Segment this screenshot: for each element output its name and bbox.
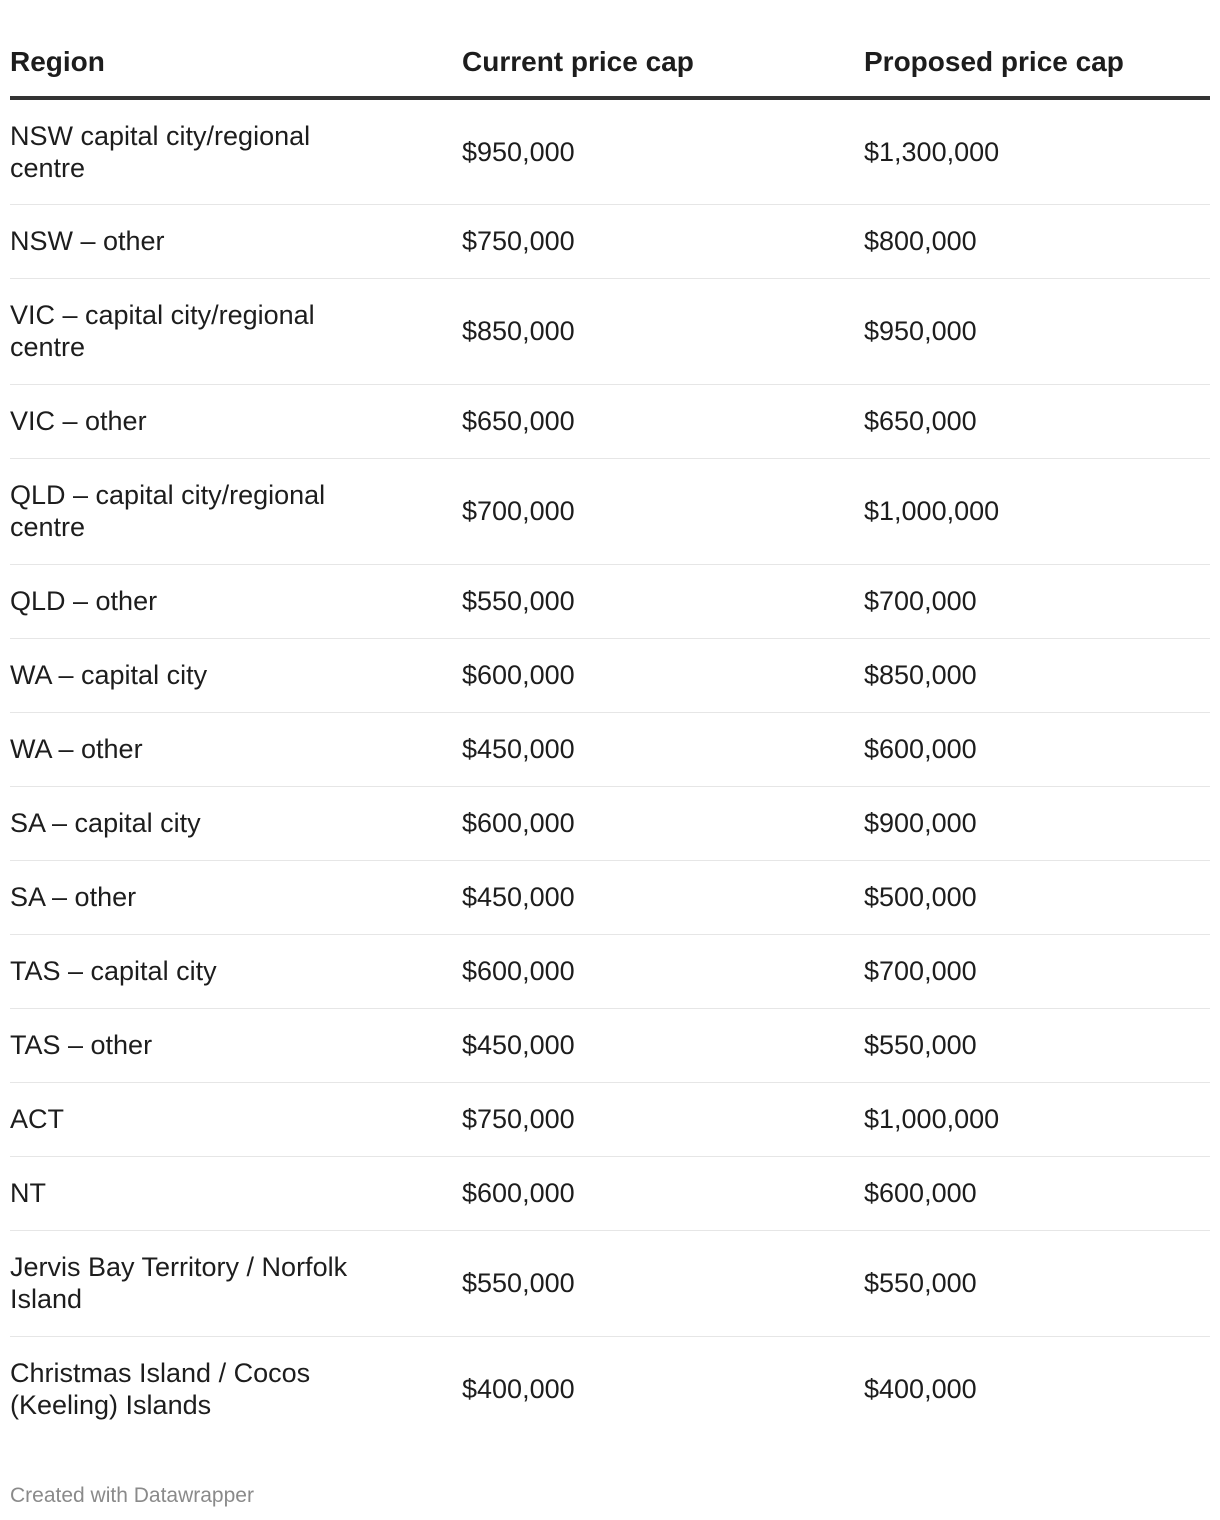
column-header-current-price-cap[interactable]: Current price cap [462,0,864,98]
cell-region: VIC – capital city/regional centre [10,278,462,384]
cell-current-price-cap: $950,000 [462,98,864,204]
cell-region: WA – capital city [10,638,462,712]
cell-current-price-cap: $600,000 [462,1156,864,1230]
cell-region: Jervis Bay Territory / Norfolk Island [10,1230,462,1336]
table-row [10,638,1210,712]
table-row [10,712,1210,786]
table-body [10,98,1210,1442]
cell-proposed-price-cap: $1,300,000 [864,98,1210,204]
table-row [10,934,1210,1008]
table-row [10,1230,1210,1336]
cell-region: QLD – capital city/regional centre [10,458,462,564]
cell-region: WA – other [10,712,462,786]
cell-region: NSW capital city/regional centre [10,98,462,204]
cell-proposed-price-cap: $850,000 [864,638,1210,712]
table-row [10,1082,1210,1156]
cell-current-price-cap: $850,000 [462,278,864,384]
cell-current-price-cap: $600,000 [462,934,864,1008]
cell-proposed-price-cap: $700,000 [864,564,1210,638]
cell-region: QLD – other [10,564,462,638]
table-row [10,786,1210,860]
table-row [10,384,1210,458]
cell-current-price-cap: $450,000 [462,712,864,786]
table-row [10,1336,1210,1442]
table-row [10,278,1210,384]
table-row [10,204,1210,278]
table-row [10,458,1210,564]
cell-proposed-price-cap: $600,000 [864,712,1210,786]
cell-proposed-price-cap: $650,000 [864,384,1210,458]
cell-current-price-cap: $550,000 [462,1230,864,1336]
cell-current-price-cap: $700,000 [462,458,864,564]
table-row [10,1008,1210,1082]
cell-proposed-price-cap: $950,000 [864,278,1210,384]
price-cap-table [10,0,1210,1442]
cell-current-price-cap: $550,000 [462,564,864,638]
cell-current-price-cap: $450,000 [462,860,864,934]
table-row [10,564,1210,638]
column-header-proposed-price-cap[interactable]: Proposed price cap [864,0,1210,98]
table-row [10,98,1210,204]
cell-region: NT [10,1156,462,1230]
cell-proposed-price-cap: $500,000 [864,860,1210,934]
cell-proposed-price-cap: $1,000,000 [864,1082,1210,1156]
table-row [10,1156,1210,1230]
cell-current-price-cap: $750,000 [462,1082,864,1156]
cell-region: NSW – other [10,204,462,278]
datawrapper-credit: Created with Datawrapper [10,1484,254,1507]
cell-proposed-price-cap: $900,000 [864,786,1210,860]
cell-region: Christmas Island / Cocos (Keeling) Islands [10,1358,311,1421]
cell-region: TAS – capital city [10,934,462,1008]
price-cap-table-container [10,0,1210,1442]
cell-current-price-cap: $650,000 [462,384,864,458]
cell-current-price-cap: $600,000 [462,786,864,860]
cell-region: ACT [10,1082,462,1156]
cell-proposed-price-cap: $600,000 [864,1156,1210,1230]
cell-proposed-price-cap: $550,000 [864,1230,1210,1336]
cell-proposed-price-cap: $1,000,000 [864,458,1210,564]
cell-proposed-price-cap: $800,000 [864,204,1210,278]
cell-current-price-cap: $450,000 [462,1008,864,1082]
cell-region: SA – capital city [10,786,462,860]
cell-region: VIC – other [10,384,462,458]
table-row [10,860,1210,934]
cell-current-price-cap: $400,000 [462,1374,575,1405]
column-header-region[interactable]: Region [10,0,462,98]
cell-proposed-price-cap: $400,000 [864,1374,977,1405]
cell-proposed-price-cap: $700,000 [864,934,1210,1008]
cell-region: TAS – other [10,1008,462,1082]
cell-current-price-cap: $750,000 [462,204,864,278]
cell-current-price-cap: $600,000 [462,638,864,712]
table-header-row [10,0,1210,98]
cell-proposed-price-cap: $550,000 [864,1008,1210,1082]
cell-region: SA – other [10,860,462,934]
